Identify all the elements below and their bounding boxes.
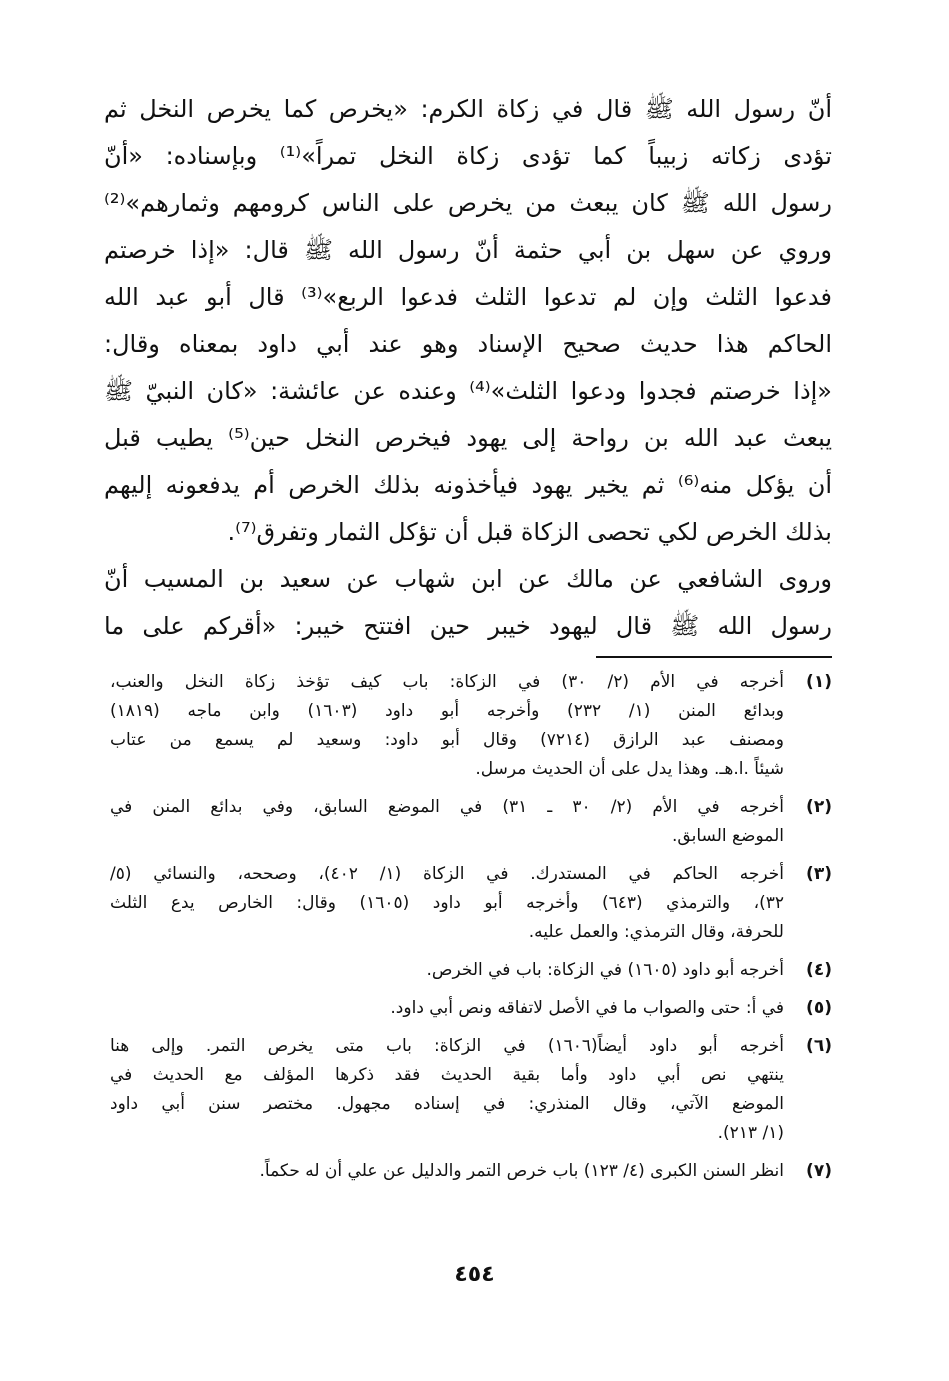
footnote-4 (110, 956, 832, 985)
main-text-line-1: أنّ رسول الله ﷺ قال في زكاة الكرم: «يخرص كما يخرص النخل ثم (104, 95, 832, 123)
footnote-line: وبدائع المنن (١/ ٢٣٢) وأخرجه أبو داود (١٦٠٣) وابن ماجه (١٨١٩) (110, 701, 784, 721)
footnote-line: انظر السنن الكبرى (٤/ ١٢٣) باب خرص التمر والدليل عن علي أن له حكماً. (259, 1161, 784, 1181)
footnote-text (110, 956, 784, 985)
main-text-line-12: رسول الله ﷺ قال ليهود خيبر حين افتتح خيبر: «أقركم على ما (104, 612, 832, 640)
footnote-line: للحرفة، وقال الترمذي: والعمل عليه. (528, 922, 784, 942)
footnote-text (110, 793, 784, 851)
footnote-line: الموضع السابق. (672, 826, 784, 846)
main-text-line-7: «إذا خرصتم فجدوا ودعوا الثلث»⁽⁴⁾ وعنده عن عائشة: «كان النبيّ ﷺ (104, 377, 832, 405)
footnote-number: (٤) (806, 960, 832, 980)
main-text-line-2: تؤدى زكاته زبيباً كما تؤدى زكاة النخل تمراً»⁽¹⁾ وبإسناده: «أنّ (104, 142, 832, 170)
main-text-line-9: أن يؤكل منه⁽⁶⁾ ثم يخير يهود فيأخذونه بذلك الخرص أم يدفعونه إليهم (104, 471, 832, 499)
footnote-line: أخرجه الحاكم في المستدرك. في الزكاة (١/ ٤٠٢)، وصححه، والنسائي (٥/ (110, 864, 784, 884)
footnote-text (110, 1032, 784, 1148)
footnote-line: (١/ ٢١٣). (717, 1123, 784, 1143)
footnote-text (110, 994, 784, 1023)
footnote-line: ينتهي نص أبي داود وأما بقية الحديث فقد ذكرها المؤلف مع الحديث في (110, 1065, 784, 1085)
footnote-line: أخرجه أبو داود أيضاً(١٦٠٦) في الزكاة: باب متى يخرص التمر. وإلى هنا (110, 1036, 784, 1056)
main-text-line-3: رسول الله ﷺ كان يبعث من يخرص على الناس كرومهم وثمارهم»⁽²⁾ (104, 189, 832, 217)
footnote-number: (٥) (806, 998, 832, 1018)
footnote-line: أخرجه أبو داود (١٦٠٥) في الزكاة: باب في الخرص. (426, 960, 784, 980)
footnotes (110, 668, 832, 1195)
footnote-number: (٣) (806, 864, 832, 884)
footnote-line: ٣٢)، والترمذي (٦٤٣) وأخرجه أبو داود (١٦٠٥) وقال: الخارص يدع الثلث (110, 893, 784, 913)
footnote-1 (110, 668, 832, 784)
footnote-line: أخرجه في الأم (٢/ ٣٠ ـ ٣١) في الموضع السابق، وفي بدائع المنن في (110, 797, 784, 817)
footnote-number: (٢) (806, 797, 832, 817)
main-text-line-8: يبعث عبد الله بن رواحة إلى يهود فيخرص النخل حين⁽⁵⁾ يطيب قبل (104, 424, 832, 452)
page-number: ٤٥٤ (454, 1262, 495, 1287)
footnote-line: شيئاً .ا.هـ. وهذا يدل على أن الحديث مرسل. (475, 759, 784, 779)
footnote-line: ومصنف عبد الرازق (٧٢١٤) وقال أبو داود: وسعيد لم يسمع من عتاب (110, 730, 784, 750)
footnote-number: (٦) (806, 1036, 832, 1056)
footnote-line: الموضع الآتي، وقال المنذري: في إسناده مجهول. مختصر سنن أبي داود (110, 1094, 784, 1114)
main-text-line-6: الحاكم هذا حديث صحيح الإسناد وهو عند أبي داود بمعناه وقال: (104, 330, 832, 358)
footnote-divider (596, 656, 832, 658)
footnote-number: (١) (806, 672, 832, 692)
main-text-line-5: فدعوا الثلث وإن لم تدعوا الثلث فدعوا الربع»⁽³⁾ قال أبو عبد الله (104, 283, 832, 311)
footnote-line: في أ: حتى والصواب ما في الأصل لاتفاقه ونص أبي داود. (390, 998, 784, 1018)
footnote-2 (110, 793, 832, 851)
footnote-text (110, 668, 784, 784)
main-text-line-11: وروى الشافعي عن مالك عن ابن شهاب عن سعيد بن المسيب أنّ (104, 565, 832, 593)
footnote-3 (110, 860, 832, 947)
footnote-text (110, 1157, 784, 1186)
footnote-number: (٧) (806, 1161, 832, 1181)
footnote-text (110, 860, 784, 947)
footnote-6 (110, 1032, 832, 1148)
main-text-line-10: بذلك الخرص لكي تحصى الزكاة قبل أن تؤكل الثمار وتفرق⁽⁷⁾. (227, 518, 832, 546)
footnote-5 (110, 994, 832, 1023)
footnote-7 (110, 1157, 832, 1186)
main-text-line-4: وروي عن سهل بن أبي حثمة أنّ رسول الله ﷺ قال: «إذا خرصتم (104, 236, 832, 264)
main-text (104, 86, 832, 650)
footnote-line: أخرجه في الأم (٢/ ٣٠) في الزكاة: باب كيف تؤخذ زكاة النخل والعنب، (110, 672, 784, 692)
